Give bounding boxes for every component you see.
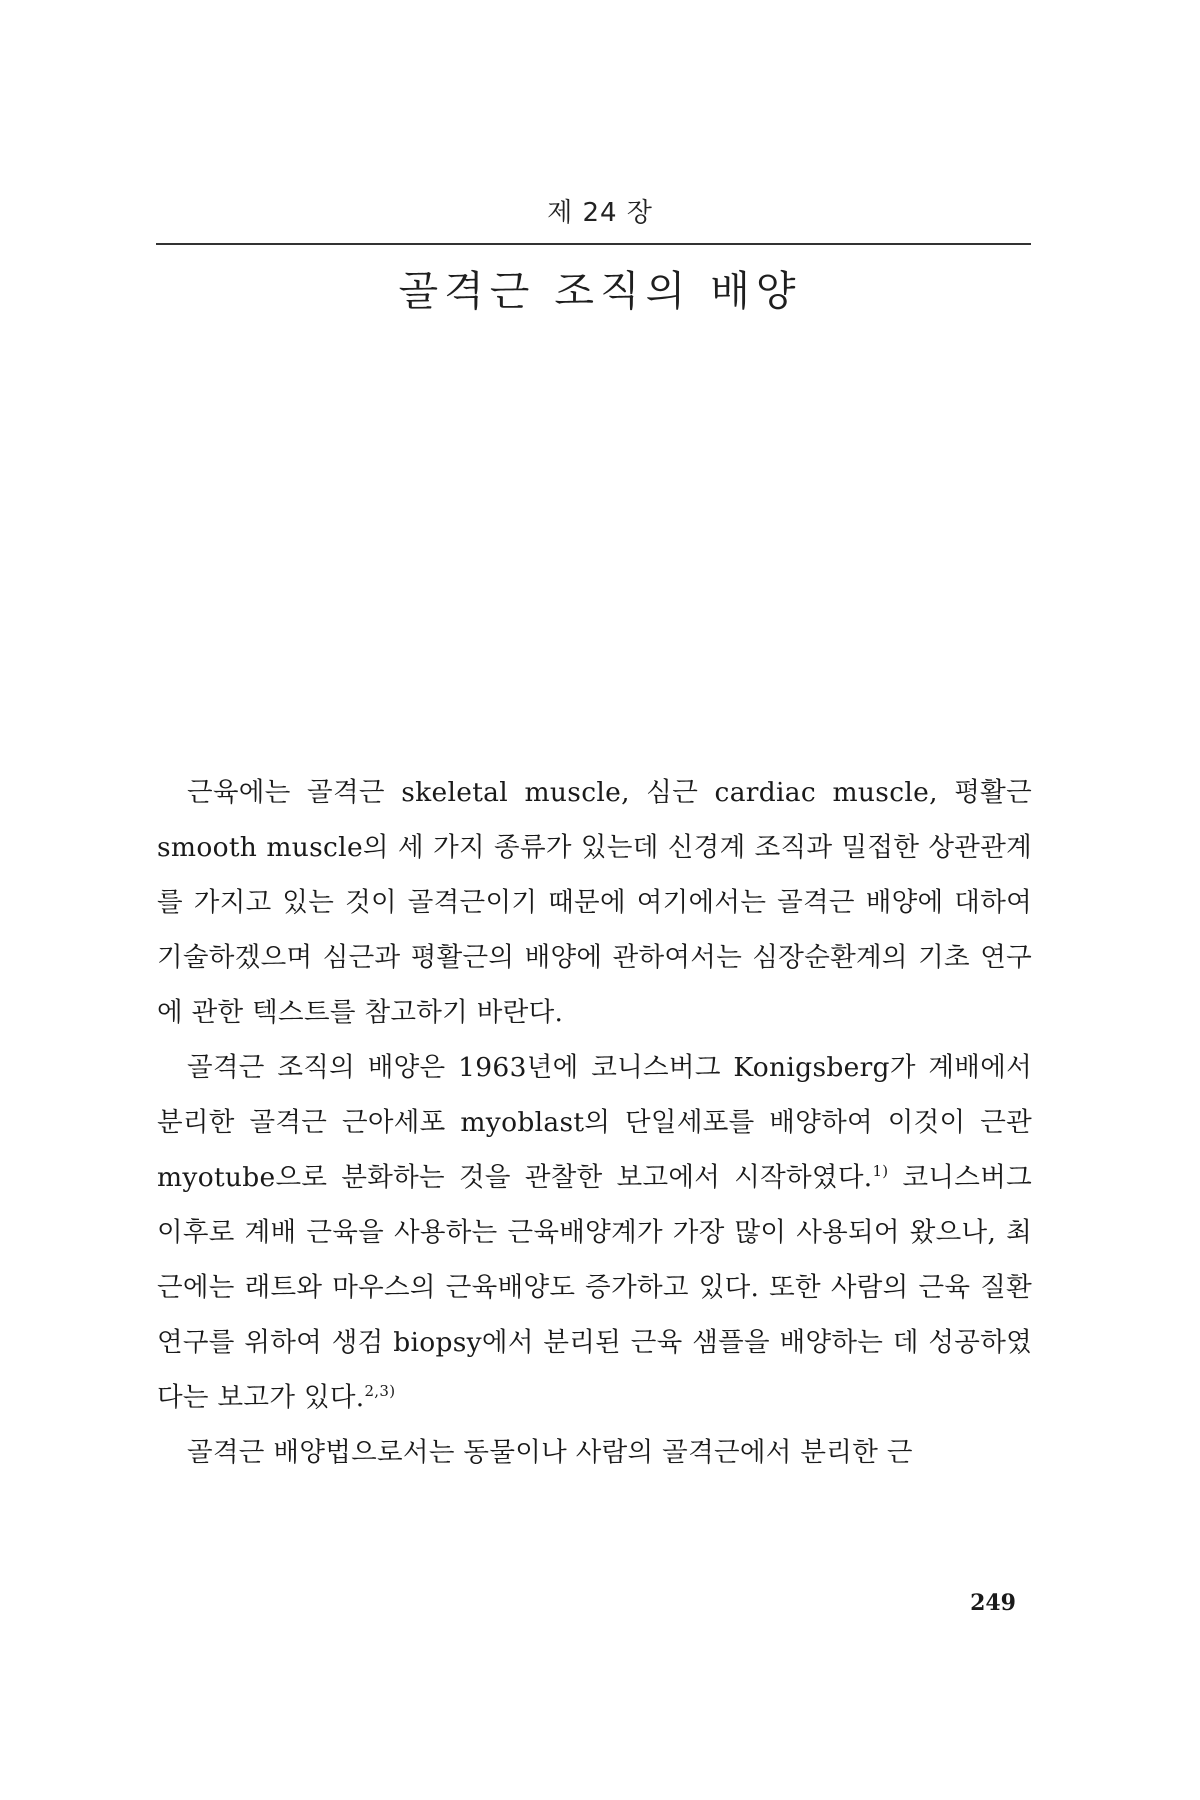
paragraph-2-text-b: 코니스버그 이후로 계배 근육을 사용하는 근육배양계가 가장 많이 사용되어 왔으나, 최근에는 래트와 마우스의 근육배양도 증가하고 있다. 또한 사람의 근육 질환 연구를 위하여 생검 biopsy에서 분리된 근육 샘플을 배양하는 데 성공하였다는 보고가 있다.: [157, 1162, 1032, 1413]
chapter-label: 제 24 장: [547, 198, 653, 228]
paragraph-2: [157, 1040, 1032, 1425]
page-number: 249: [970, 1590, 1016, 1616]
body-text: [157, 765, 1032, 1480]
citation-ref: 1): [872, 1162, 889, 1181]
paragraph-2-text-a: 골격근 조직의 배양은 1963년에 코니스버그 Konigsberg가 계배에서 분리한 골격근 근아세포 myoblast의 단일세포를 배양하여 이것이 근관 myotube으로 분화하는 것을 관찰한 보고에서 시작하였다.: [157, 1052, 1032, 1193]
paragraph-1: 근육에는 골격근 skeletal muscle, 심근 cardiac muscle, 평활근 smooth muscle의 세 가지 종류가 있는데 신경계 조직과 밀접한 상관관계를 가지고 있는 것이 골격근이기 때문에 여기에서는 골격근 배양에 대하여 기술하겠으며 심근과 평활근의 배양에 관하여서는 심장순환계의 기초 연구에 관한 텍스트를 참고하기 바란다.: [157, 777, 1032, 1028]
paragraph-3: 골격근 배양법으로서는 동물이나 사람의 골격근에서 분리한 근: [187, 1437, 913, 1468]
chapter-title: 골격근 조직의 배양: [398, 267, 802, 315]
chapter-divider: [156, 243, 1031, 245]
citation-ref: 2,3): [364, 1382, 396, 1401]
